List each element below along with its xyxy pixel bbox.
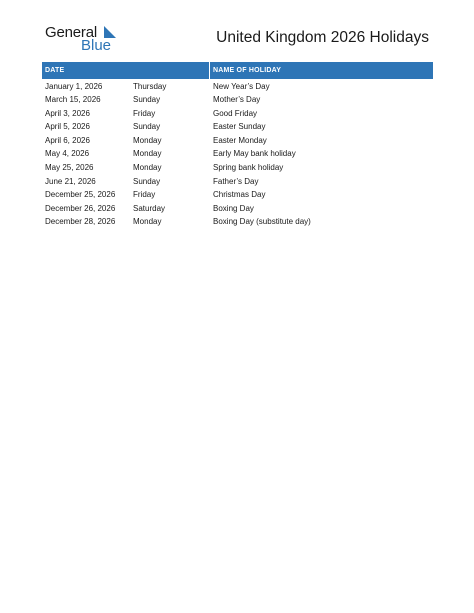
holiday-date: April 5, 2026: [45, 122, 90, 132]
holiday-date: January 1, 2026: [45, 81, 103, 91]
holiday-name: Early May bank holiday: [213, 149, 296, 159]
table-body: [42, 79, 433, 229]
holiday-weekday: Sunday: [133, 95, 161, 105]
holiday-date: December 28, 2026: [45, 217, 116, 227]
page-title: United Kingdom 2026 Holidays: [216, 29, 429, 46]
generalblue-logo: [45, 24, 115, 54]
holiday-date: March 15, 2026: [45, 95, 101, 105]
table-header: [42, 62, 433, 79]
table-row: [42, 93, 433, 107]
holiday-name: Christmas Day: [213, 190, 266, 200]
holiday-weekday: Friday: [133, 190, 156, 200]
holiday-date: April 3, 2026: [45, 108, 90, 118]
table-row: [42, 215, 433, 229]
table-row: [42, 147, 433, 161]
holiday-name: Spring bank holiday: [213, 163, 284, 173]
holiday-name: Mother’s Day: [213, 95, 261, 105]
table-row: [42, 80, 433, 94]
table-row: [42, 134, 433, 148]
table-row: [42, 188, 433, 202]
holiday-weekday: Sunday: [133, 176, 161, 186]
holiday-date: December 26, 2026: [45, 203, 116, 213]
holiday-name: Father’s Day: [213, 176, 259, 186]
logo-word-general: General: [45, 24, 97, 41]
holiday-name: Good Friday: [213, 108, 258, 118]
holiday-date: June 21, 2026: [45, 176, 96, 186]
holiday-date: May 25, 2026: [45, 163, 94, 173]
holiday-name: Boxing Day (substitute day): [213, 217, 311, 227]
table-row: [42, 107, 433, 121]
column-header-holiday: NAME OF HOLIDAY: [213, 67, 282, 74]
header-divider: [209, 62, 210, 79]
holiday-weekday: Friday: [133, 108, 156, 118]
column-header-date: DATE: [45, 67, 65, 74]
holiday-weekday: Monday: [133, 163, 162, 173]
holiday-weekday: Monday: [133, 217, 162, 227]
holiday-date: December 25, 2026: [45, 190, 116, 200]
holiday-weekday: Sunday: [133, 122, 161, 132]
holiday-date: April 6, 2026: [45, 135, 90, 145]
table-row: [42, 120, 433, 134]
holiday-name: Easter Sunday: [213, 122, 266, 132]
holiday-weekday: Saturday: [133, 203, 166, 213]
holiday-name: New Year’s Day: [213, 81, 270, 91]
logo-word-blue: Blue: [81, 37, 112, 54]
table-row: [42, 175, 433, 189]
holiday-weekday: Monday: [133, 149, 162, 159]
holiday-date: May 4, 2026: [45, 149, 90, 159]
table-row: [42, 202, 433, 216]
holidays-table: [42, 62, 433, 229]
holiday-weekday: Thursday: [133, 81, 167, 91]
holiday-name: Easter Monday: [213, 135, 267, 145]
holiday-name: Boxing Day: [213, 203, 254, 213]
table-row: [42, 161, 433, 175]
holiday-weekday: Monday: [133, 135, 162, 145]
